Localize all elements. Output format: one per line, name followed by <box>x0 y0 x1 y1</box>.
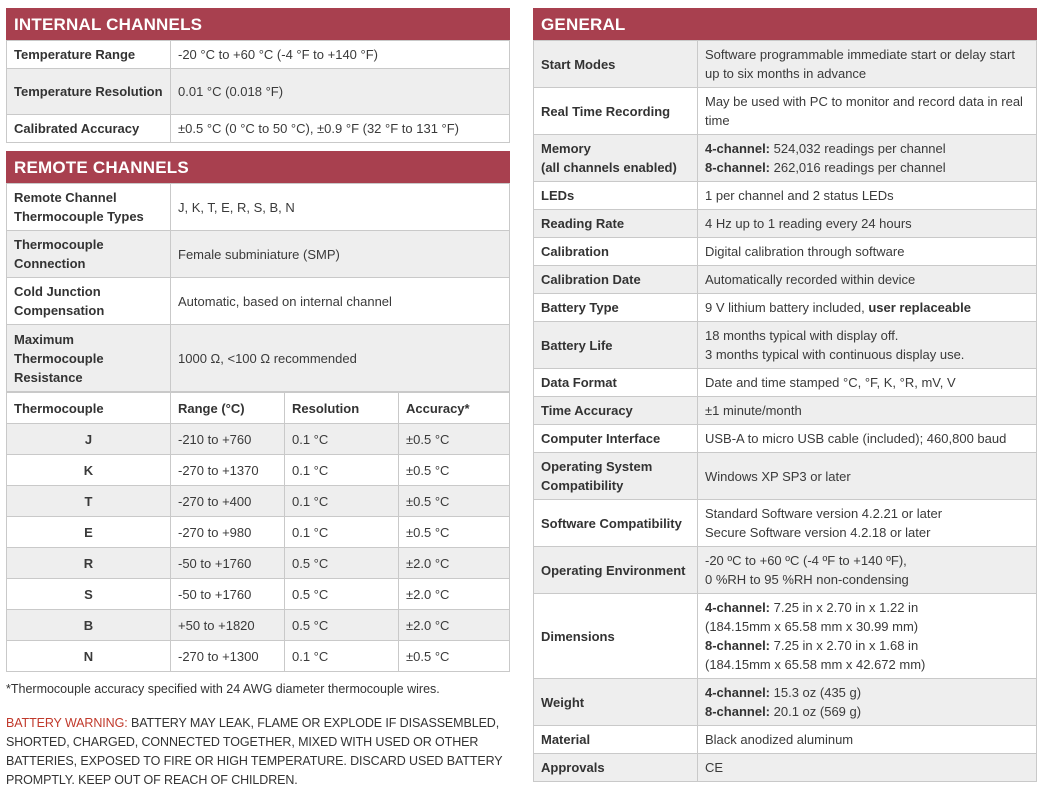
memory-4ch-label: 4-channel: <box>705 141 771 156</box>
tc-resolution: 0.5 °C <box>285 610 399 641</box>
memory-4ch-value: 524,032 readings per channel <box>770 141 946 156</box>
spec-value <box>698 594 1037 679</box>
tc-resolution: 0.1 °C <box>285 424 399 455</box>
tc-range: -270 to +400 <box>171 486 285 517</box>
tc-type: E <box>7 517 171 548</box>
spec-value: ±1 minute/month <box>698 397 1037 425</box>
battery-type-value: 9 V lithium battery included, <box>705 300 869 315</box>
spec-row <box>534 135 1037 182</box>
spec-row <box>7 184 510 231</box>
tc-resolution: 0.5 °C <box>285 579 399 610</box>
battery-life-line1: 18 months typical with display off. <box>705 328 899 343</box>
remote-channels-header: REMOTE CHANNELS <box>6 151 510 183</box>
spec-key: Material <box>534 726 698 754</box>
column-header: Resolution <box>285 393 399 424</box>
spec-value <box>698 322 1037 369</box>
tc-accuracy: ±0.5 °C <box>399 641 510 672</box>
tc-type: T <box>7 486 171 517</box>
column-header: Accuracy* <box>399 393 510 424</box>
spec-key: Computer Interface <box>534 425 698 453</box>
tc-range: -50 to +1760 <box>171 579 285 610</box>
spec-key: Calibrated Accuracy <box>7 115 171 143</box>
spec-row <box>7 69 510 115</box>
spec-row <box>7 41 510 69</box>
spec-value: Digital calibration through software <box>698 238 1037 266</box>
tc-range: +50 to +1820 <box>171 610 285 641</box>
spec-key: Weight <box>534 679 698 726</box>
spec-row <box>534 500 1037 547</box>
battery-type-emphasis: user replaceable <box>868 300 971 315</box>
spec-value: Automatic, based on internal channel <box>171 278 510 325</box>
tc-type: B <box>7 610 171 641</box>
left-column <box>6 8 510 790</box>
spec-key: Battery Life <box>534 322 698 369</box>
memory-key-note: (all channels enabled) <box>541 160 677 175</box>
tc-range: -270 to +1300 <box>171 641 285 672</box>
tc-accuracy: ±2.0 °C <box>399 548 510 579</box>
tc-type: S <box>7 579 171 610</box>
spec-key: Dimensions <box>534 594 698 679</box>
spec-value: CE <box>698 754 1037 782</box>
spec-value: 0.01 °C (0.018 °F) <box>171 69 510 115</box>
internal-channels-header: INTERNAL CHANNELS <box>6 8 510 40</box>
table-row <box>7 641 510 672</box>
spec-row <box>534 679 1037 726</box>
table-row <box>7 424 510 455</box>
spec-row <box>534 182 1037 210</box>
internal-channels-table <box>6 40 510 143</box>
spec-value <box>698 500 1037 547</box>
battery-warning-label: BATTERY WARNING: <box>6 716 128 730</box>
spec-key: Temperature Range <box>7 41 171 69</box>
tc-range: -50 to +1760 <box>171 548 285 579</box>
spec-row <box>534 754 1037 782</box>
battery-life-line2: 3 months typical with continuous display use. <box>705 347 965 362</box>
spec-key: Remote Channel Thermocouple Types <box>7 184 171 231</box>
spec-key <box>534 135 698 182</box>
spec-row <box>534 322 1037 369</box>
spec-key: Real Time Recording <box>534 88 698 135</box>
tc-accuracy: ±2.0 °C <box>399 610 510 641</box>
weight-8ch-value: 20.1 oz (569 g) <box>770 704 862 719</box>
tc-type: J <box>7 424 171 455</box>
tc-type: K <box>7 455 171 486</box>
spec-key: Temperature Resolution <box>7 69 171 115</box>
battery-warning <box>6 714 510 790</box>
spec-value: 1000 Ω, <100 Ω recommended <box>171 325 510 392</box>
spec-value <box>698 547 1037 594</box>
dimensions-8ch-label: 8-channel: <box>705 638 771 653</box>
spec-key: Data Format <box>534 369 698 397</box>
spec-key: Operating System Compatibility <box>534 453 698 500</box>
dimensions-4ch-in: 7.25 in x 2.70 in x 1.22 in <box>770 600 919 615</box>
spec-value: Windows XP SP3 or later <box>698 453 1037 500</box>
spec-row <box>534 266 1037 294</box>
spec-row <box>7 231 510 278</box>
spec-key: Maximum Thermocouple Resistance <box>7 325 171 392</box>
tc-resolution: 0.1 °C <box>285 486 399 517</box>
tc-accuracy: ±0.5 °C <box>399 455 510 486</box>
thermocouple-header-row <box>7 393 510 424</box>
software-line2: Secure Software version 4.2.18 or later <box>705 525 931 540</box>
spec-key: Battery Type <box>534 294 698 322</box>
spec-row <box>534 369 1037 397</box>
memory-8ch-value: 262,016 readings per channel <box>770 160 946 175</box>
environment-line1: -20 ºC to +60 ºC (-4 ºF to +140 ºF), <box>705 553 907 568</box>
spec-value: Software programmable immediate start or delay start up to six months in advance <box>698 41 1037 88</box>
tc-type: N <box>7 641 171 672</box>
right-column <box>533 8 1037 782</box>
tc-resolution: 0.1 °C <box>285 641 399 672</box>
spec-value: Black anodized aluminum <box>698 726 1037 754</box>
weight-8ch-label: 8-channel: <box>705 704 771 719</box>
spec-key: Cold Junction Compensation <box>7 278 171 325</box>
battery-warning-text: BATTERY MAY LEAK, FLAME OR EXPLODE IF DISASSEMBLED, SHORTED, CHARGED, CONNECTED TOGETHER, MIXED WITH USED OR OTHER BATTERIES, EXPOSED TO FIRE OR HIGH TEMPERATURE. DISCARD USED BATTERY PROMPTLY. KEEP OUT OF REACH OF CHILDREN. <box>6 716 503 787</box>
tc-accuracy: ±0.5 °C <box>399 517 510 548</box>
spec-value: J, K, T, E, R, S, B, N <box>171 184 510 231</box>
spec-key: Time Accuracy <box>534 397 698 425</box>
column-header: Range (°C) <box>171 393 285 424</box>
spec-value: -20 °C to +60 °C (-4 °F to +140 °F) <box>171 41 510 69</box>
spec-row <box>7 278 510 325</box>
spec-value: 4 Hz up to 1 reading every 24 hours <box>698 210 1037 238</box>
tc-range: -270 to +980 <box>171 517 285 548</box>
spec-row <box>534 425 1037 453</box>
spec-row <box>7 115 510 143</box>
spec-row <box>534 594 1037 679</box>
spec-key: Calibration <box>534 238 698 266</box>
spec-key: Operating Environment <box>534 547 698 594</box>
spec-key: Approvals <box>534 754 698 782</box>
spec-row <box>534 238 1037 266</box>
table-row <box>7 486 510 517</box>
spec-value: Date and time stamped °C, °F, K, °R, mV, V <box>698 369 1037 397</box>
spec-key: LEDs <box>534 182 698 210</box>
spec-row <box>534 41 1037 88</box>
general-header: GENERAL <box>533 8 1037 40</box>
spec-row <box>534 397 1037 425</box>
spec-key: Reading Rate <box>534 210 698 238</box>
environment-line2: 0 %RH to 95 %RH non-condensing <box>705 572 909 587</box>
dimensions-8ch-in: 7.25 in x 2.70 in x 1.68 in <box>770 638 919 653</box>
weight-4ch-value: 15.3 oz (435 g) <box>770 685 862 700</box>
spec-row <box>534 210 1037 238</box>
tc-accuracy: ±2.0 °C <box>399 579 510 610</box>
tc-resolution: 0.5 °C <box>285 548 399 579</box>
tc-accuracy: ±0.5 °C <box>399 486 510 517</box>
spec-value: 1 per channel and 2 status LEDs <box>698 182 1037 210</box>
spec-value: ±0.5 °C (0 °C to 50 °C), ±0.9 °F (32 °F to 131 °F) <box>171 115 510 143</box>
memory-key: Memory <box>541 141 591 156</box>
tc-accuracy: ±0.5 °C <box>399 424 510 455</box>
spec-value: USB-A to micro USB cable (included); 460,800 baud <box>698 425 1037 453</box>
spec-row <box>534 294 1037 322</box>
spec-value <box>698 294 1037 322</box>
spec-key: Thermocouple Connection <box>7 231 171 278</box>
tc-resolution: 0.1 °C <box>285 455 399 486</box>
accuracy-footnote: *Thermocouple accuracy specified with 24 AWG diameter thermocouple wires. <box>6 682 440 696</box>
spec-value: May be used with PC to monitor and record data in real time <box>698 88 1037 135</box>
dimensions-4ch-label: 4-channel: <box>705 600 771 615</box>
tc-resolution: 0.1 °C <box>285 517 399 548</box>
dimensions-8ch-mm: (184.15mm x 65.58 mm x 42.672 mm) <box>705 657 926 672</box>
spec-key: Calibration Date <box>534 266 698 294</box>
tc-range: -210 to +760 <box>171 424 285 455</box>
spec-row <box>534 726 1037 754</box>
table-row <box>7 517 510 548</box>
general-table <box>533 40 1037 782</box>
spec-value: Automatically recorded within device <box>698 266 1037 294</box>
weight-4ch-label: 4-channel: <box>705 685 771 700</box>
table-row <box>7 455 510 486</box>
spec-row <box>534 453 1037 500</box>
software-line1: Standard Software version 4.2.21 or later <box>705 506 943 521</box>
column-header: Thermocouple <box>7 393 171 424</box>
spec-row <box>534 547 1037 594</box>
spec-value: Female subminiature (SMP) <box>171 231 510 278</box>
table-row <box>7 579 510 610</box>
table-row <box>7 548 510 579</box>
spec-key: Start Modes <box>534 41 698 88</box>
dimensions-4ch-mm: (184.15mm x 65.58 mm x 30.99 mm) <box>705 619 919 634</box>
table-row <box>7 610 510 641</box>
memory-8ch-label: 8-channel: <box>705 160 771 175</box>
spec-key: Software Compatibility <box>534 500 698 547</box>
tc-range: -270 to +1370 <box>171 455 285 486</box>
spec-value <box>698 679 1037 726</box>
remote-channels-table <box>6 183 510 392</box>
tc-type: R <box>7 548 171 579</box>
spec-value <box>698 135 1037 182</box>
thermocouple-table <box>6 392 510 672</box>
spec-row <box>7 325 510 392</box>
spec-row <box>534 88 1037 135</box>
